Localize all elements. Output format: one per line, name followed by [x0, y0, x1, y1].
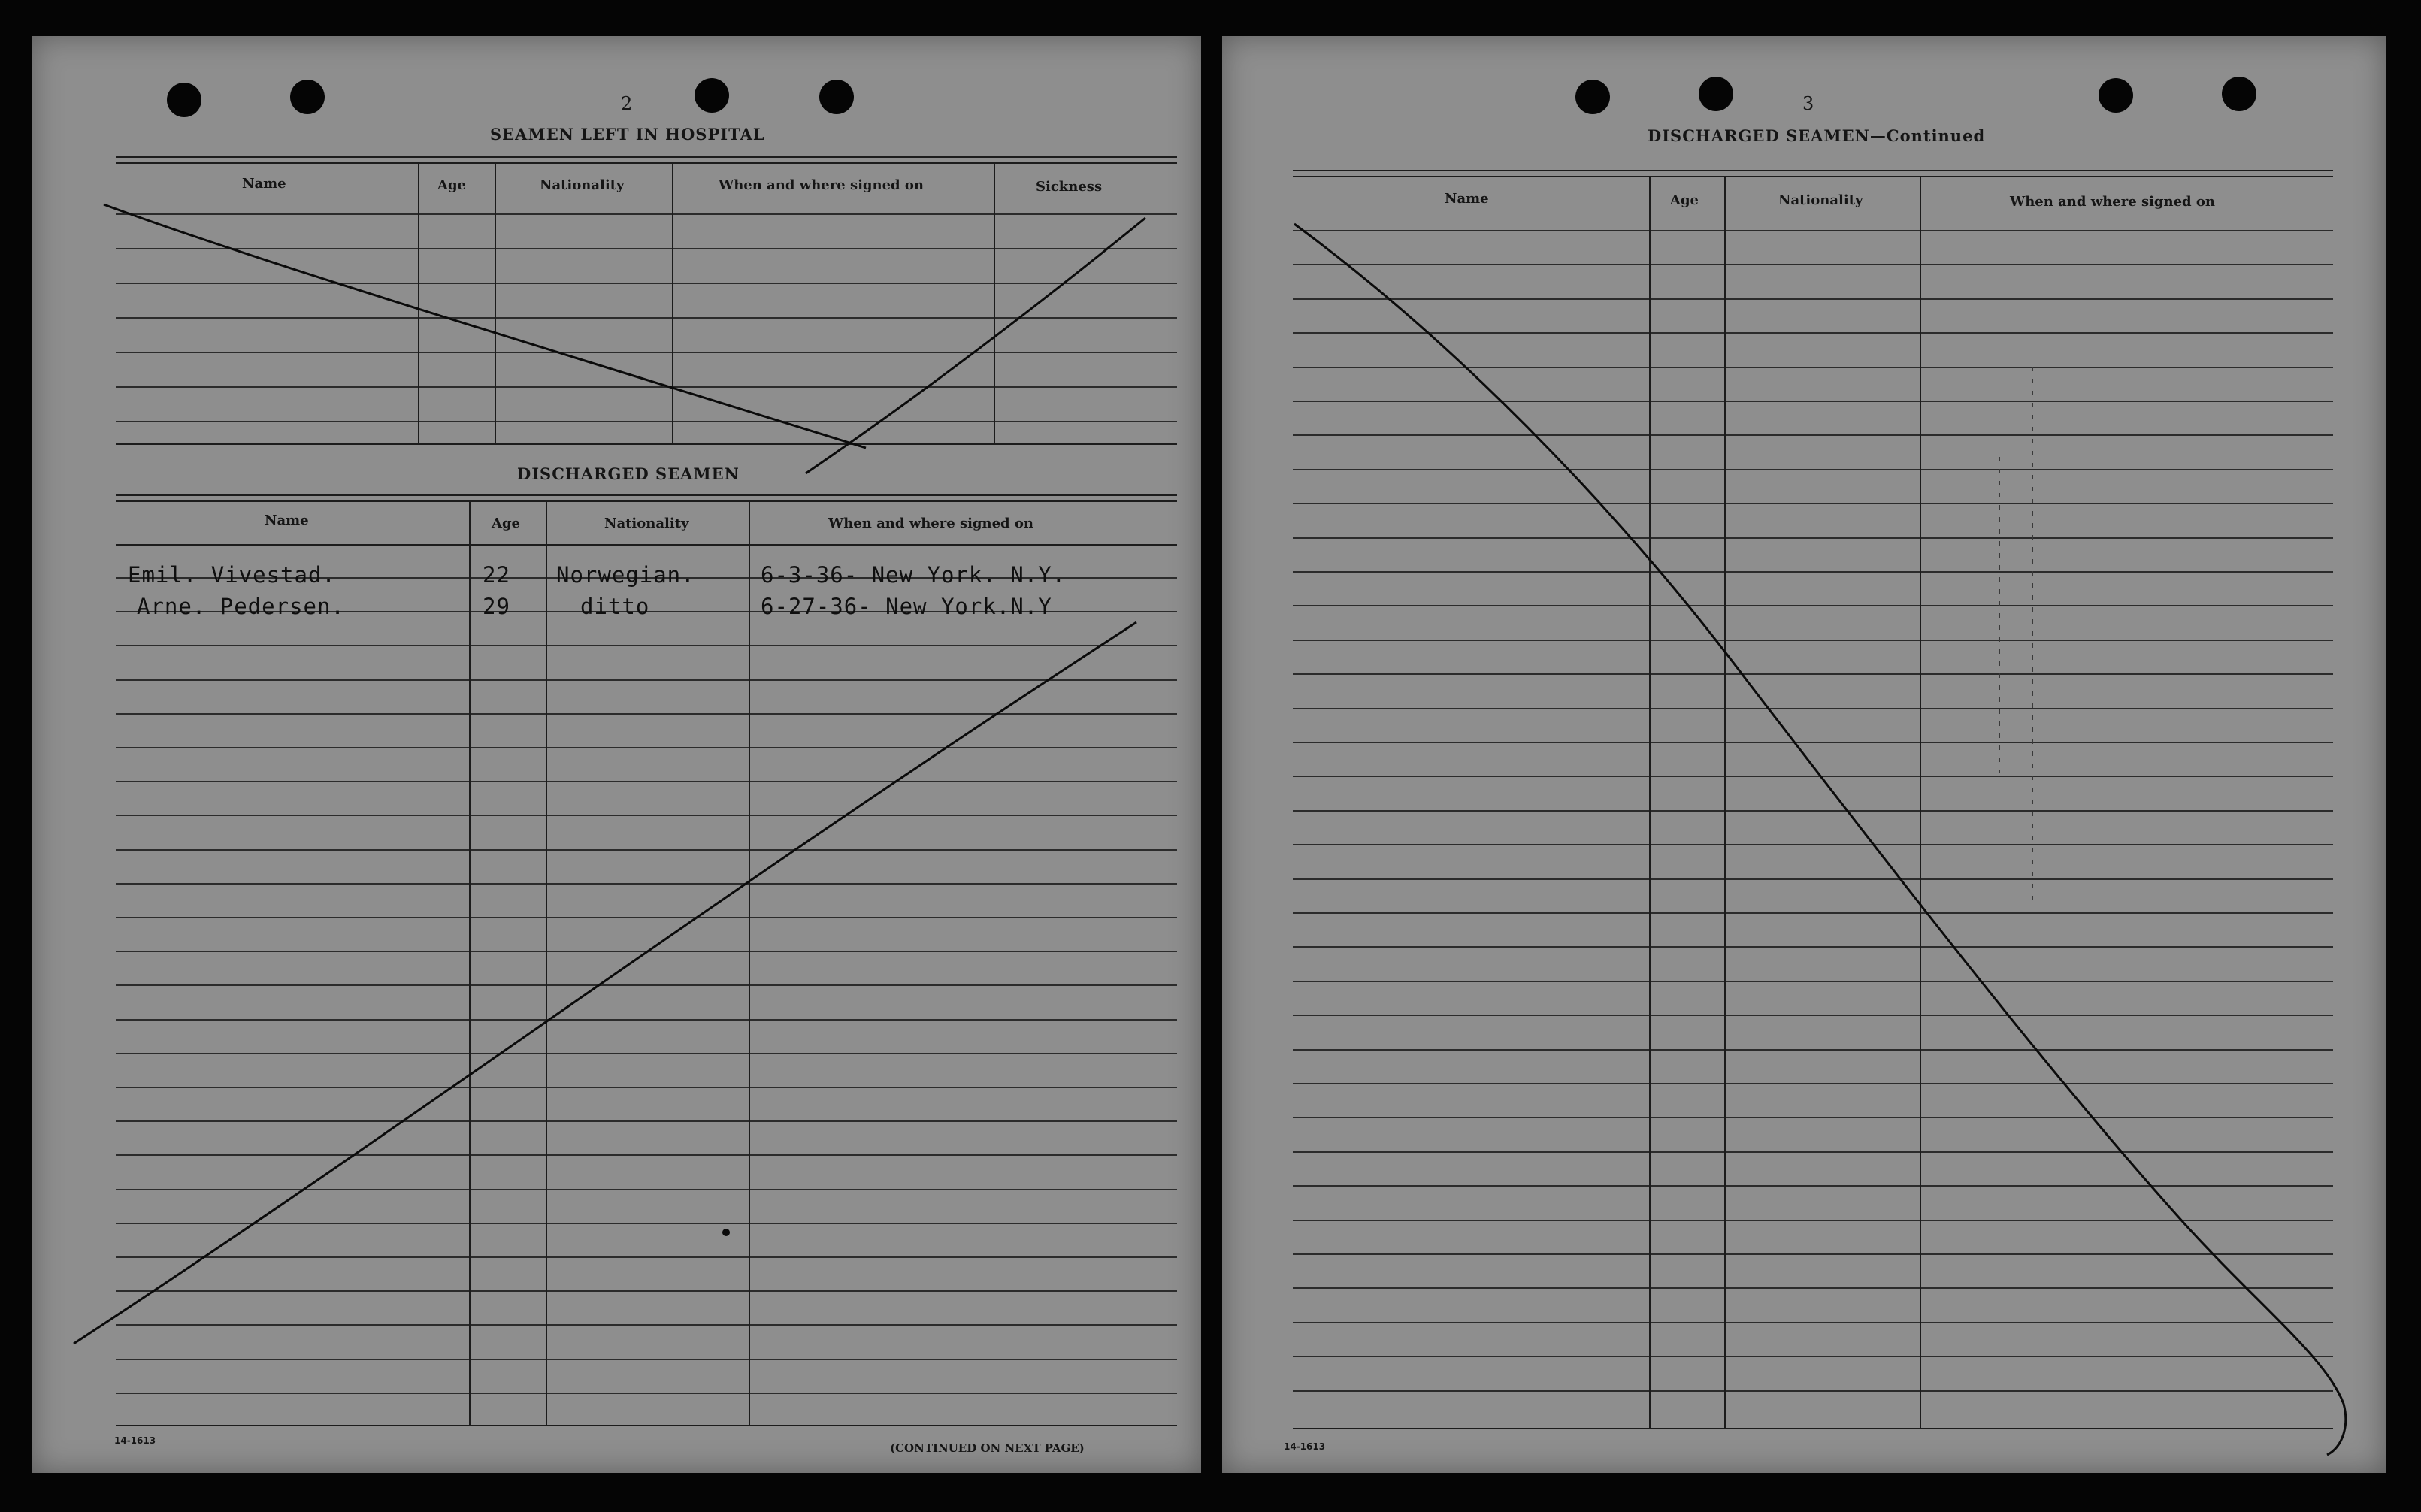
form-number: 14-1613: [1284, 1441, 1326, 1452]
column-header-name: Name: [265, 513, 309, 528]
cancel-strokes: [32, 36, 1201, 1473]
discharged-section-title: DISCHARGED SEAMEN: [517, 464, 740, 483]
column-header-signed-on: When and where signed on: [2010, 194, 2215, 210]
seaman-signed-on: 6-27-36- New York.N.Y: [761, 594, 1052, 619]
seaman-name: Arne. Pedersen.: [137, 594, 345, 619]
column-header-signed-on: When and where signed on: [719, 177, 924, 193]
column-header-age: Age: [437, 177, 467, 193]
seaman-age: 22: [483, 562, 510, 588]
column-header-sickness: Sickness: [1036, 179, 1103, 195]
seaman-signed-on: 6-3-36- New York. N.Y.: [761, 562, 1067, 588]
form-number: 14-1613: [114, 1435, 156, 1446]
discharged-cross-stroke: [74, 622, 1136, 1344]
hospital-section-title: SEAMEN LEFT IN HOSPITAL: [490, 125, 765, 144]
column-header-age: Age: [1670, 192, 1699, 208]
seaman-nationality: Norwegian.: [556, 562, 695, 588]
cancel-strokes: [1222, 36, 2386, 1473]
hospital-cross-stroke-2: [806, 218, 1145, 473]
seaman-name: Emil. Vivestad.: [128, 562, 336, 588]
column-header-age: Age: [492, 516, 521, 531]
seaman-nationality: ditto: [580, 594, 650, 619]
page-number: 2: [621, 93, 633, 114]
right-cancel-stroke: [1294, 224, 2346, 1455]
continued-footer: (CONTINUED ON NEXT PAGE): [890, 1441, 1085, 1455]
column-header-nationality: Nationality: [604, 516, 689, 531]
column-header-signed-on: When and where signed on: [828, 516, 1033, 531]
column-header-nationality: Nationality: [540, 177, 625, 193]
hospital-cross-stroke-1: [104, 204, 866, 448]
right-page: [1222, 36, 2386, 1473]
ink-dot: [722, 1229, 730, 1236]
column-header-nationality: Nationality: [1778, 192, 1863, 208]
column-header-name: Name: [1445, 191, 1489, 207]
column-header-name: Name: [242, 176, 286, 192]
left-page: [32, 36, 1201, 1473]
page-number: 3: [1802, 93, 1814, 114]
right-page-title: DISCHARGED SEAMEN—Continued: [1648, 126, 1986, 145]
seaman-age: 29: [483, 594, 510, 619]
